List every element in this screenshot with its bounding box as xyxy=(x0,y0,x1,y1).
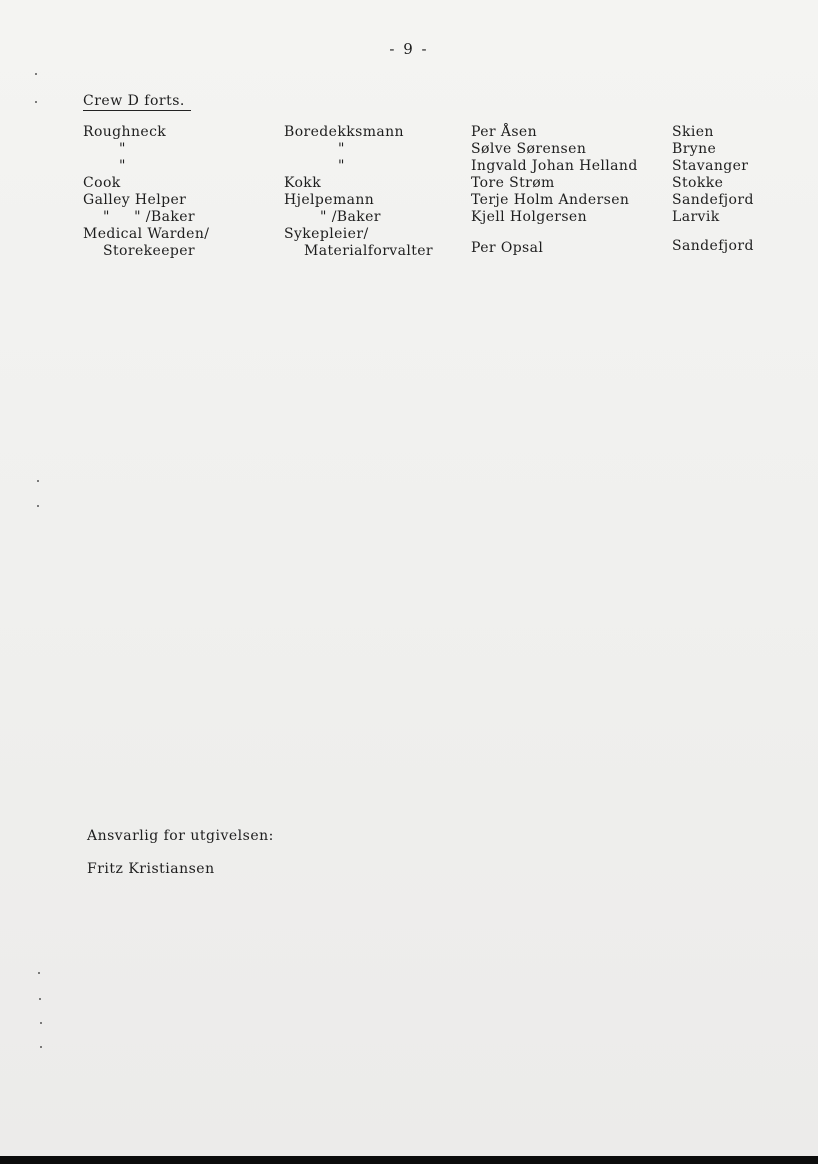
table-row xyxy=(83,192,772,209)
city-cell: Sandefjord xyxy=(672,192,754,208)
scan-speck xyxy=(37,505,39,507)
scan-speck xyxy=(40,1046,42,1048)
name-cell: Terje Holm Andersen xyxy=(471,192,630,208)
role-no-cell xyxy=(284,141,471,158)
role-en-cell xyxy=(83,226,284,260)
ditto-mark: " xyxy=(338,158,345,174)
name-cell: Per Åsen xyxy=(471,124,538,140)
name-cell: Kjell Holgersen xyxy=(471,209,588,225)
role-en-cell xyxy=(83,141,284,158)
scan-speck xyxy=(40,1022,42,1024)
role-en-cell xyxy=(83,158,284,175)
role-no-cell xyxy=(284,209,471,226)
role-en-cell: Galley Helper xyxy=(83,192,187,208)
role-no-cell xyxy=(284,226,471,260)
ditto-baker: " /Baker xyxy=(320,209,381,225)
crew-table xyxy=(83,124,772,260)
scan-speck xyxy=(38,972,40,974)
name-cell: Per Opsal xyxy=(471,240,544,256)
city-cell: Larvik xyxy=(672,209,720,225)
scan-speck xyxy=(39,998,41,1000)
table-row xyxy=(83,158,772,175)
role-en-line: Medical Warden/ xyxy=(83,226,210,242)
role-no-line: Sykepleier/ xyxy=(284,226,369,242)
role-no-cell: Kokk xyxy=(284,175,322,191)
table-row xyxy=(83,226,772,260)
city-cell: Stokke xyxy=(672,175,724,191)
role-en-cell: Cook xyxy=(83,175,121,191)
name-cell: Ingvald Johan Helland xyxy=(471,158,638,174)
scan-speck xyxy=(35,101,37,103)
ditto-mark: " xyxy=(119,158,126,174)
role-no-cell xyxy=(284,158,471,175)
publisher-label: Ansvarlig for utgivelsen: xyxy=(87,828,274,844)
scan-speck xyxy=(35,73,37,75)
role-no-cell: Boredekksmann xyxy=(284,124,404,140)
role-no-cell: Hjelpemann xyxy=(284,192,375,208)
page-number: - 9 - xyxy=(389,40,429,58)
role-en-cell xyxy=(83,209,284,226)
scan-speck xyxy=(37,480,39,482)
city-cell: Bryne xyxy=(672,141,717,157)
role-no-line: Materialforvalter xyxy=(304,243,434,259)
publisher-name: Fritz Kristiansen xyxy=(87,861,215,877)
ditto-mark: " xyxy=(338,141,345,157)
name-cell: Tore Strøm xyxy=(471,175,555,191)
table-row xyxy=(83,175,772,192)
name-cell: Sølve Sørensen xyxy=(471,141,587,157)
section-title: Crew D forts. xyxy=(83,93,191,111)
table-row xyxy=(83,209,772,226)
city-cell: Sandefjord xyxy=(672,238,754,254)
scan-bottom-edge xyxy=(0,1156,818,1164)
ditto-mark: " xyxy=(119,141,126,157)
role-en-line: Storekeeper xyxy=(103,243,196,259)
city-cell: Skien xyxy=(672,124,714,140)
table-row xyxy=(83,124,772,141)
role-en-cell: Roughneck xyxy=(83,124,167,140)
ditto-baker: " " /Baker xyxy=(103,209,195,225)
table-row xyxy=(83,141,772,158)
city-cell: Stavanger xyxy=(672,158,749,174)
